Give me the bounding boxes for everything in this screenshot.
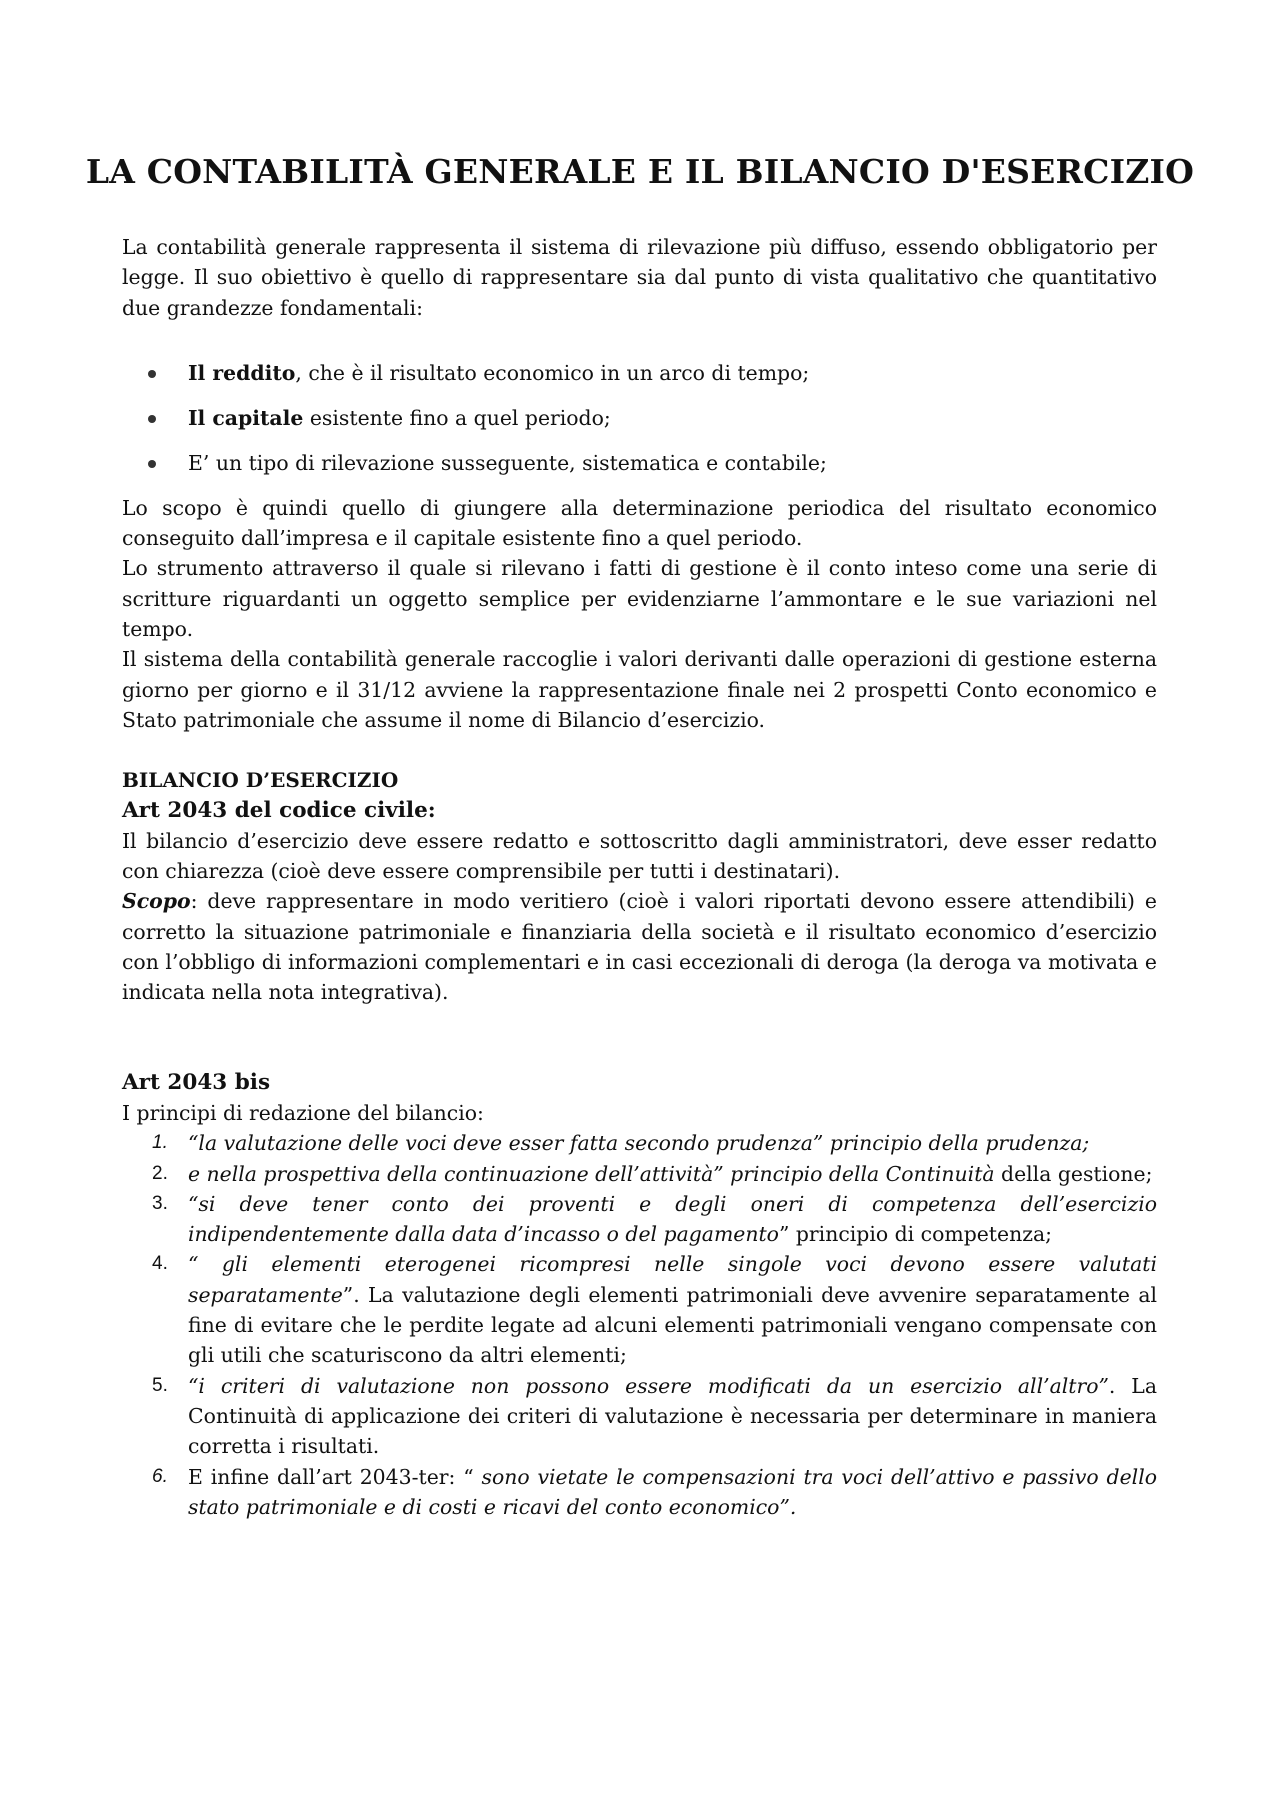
list-item [122,1128,1157,1158]
page-title: LA CONTABILITÀ GENERALE E IL BILANCIO D'ESERCIZIO [85,152,1195,191]
bullet-text: , che è il risultato economico in un arco di tempo; [295,360,810,385]
scopo-paragraph: Lo scopo è quindi quello di giungere alla determinazione periodica del risultato economico conseguito dall’impresa e il capitale esistente fino a quel periodo. [122,495,1157,551]
principi-list [122,1128,1157,1522]
list-item [122,448,1157,478]
list-number: 3. [152,1192,168,1214]
item-quote: e nella prospettiva della continuazione dell’attività” principio della Continuità [188,1161,995,1186]
scopo-definition [122,886,1157,1007]
item-text: ”. La valutazione degli elementi patrimoniali deve avvenire separatamente al fine di evitare che le perdite legate ad alcuni elementi patrimoniali vengano compensate con gli utili che scaturiscono da altri elementi; [188,1282,1157,1368]
item-quote: “la valutazione delle voci deve esser fatta secondo prudenza” principio della prudenza; [188,1131,1090,1156]
list-item [122,358,1157,388]
list-item [122,1159,1157,1189]
item-quote: “i criteri di valutazione non possono essere modificati da un esercizio all’altro” [188,1373,1109,1398]
intro-paragraph: La contabilità generale rappresenta il sistema di rilevazione più diffuso, essendo obbligatorio per legge. Il suo obiettivo è quello di rappresentare sia dal punto di vista qualitativo che quantitativo due grandezze fondamentali: [122,235,1157,320]
list-item [122,403,1157,433]
item-text: della gestione; [994,1161,1153,1186]
bullet-icon [148,415,156,423]
bullet-bold: Il capitale [188,405,304,430]
item-quote: “ gli elementi eterogenei ricompresi nelle singole voci devono essere valutati separatamente [188,1252,1157,1307]
bullet-list [122,358,1157,478]
list-number: 4. [152,1253,168,1275]
bullet-icon [148,460,156,468]
list-number: 2. [152,1162,168,1184]
bullet-bold: Il reddito [188,360,296,385]
item-text: E infine dall’art 2043-ter: “ [188,1464,482,1489]
item-text: . La Continuità di applicazione dei criteri di valutazione è necessaria per determinare in maniera corretta i risultati. [188,1373,1157,1459]
bilancio-paragraph: Il bilancio d’esercizio deve essere redatto e sottoscritto dagli amministratori, deve esser redatto con chiarezza (cioè deve essere comprensibile per tutti i destinatari). [122,828,1157,884]
item-text: ” principio di competenza; [778,1222,1052,1247]
list-number: 1. [152,1132,168,1154]
art-2043-bis-heading: Art 2043 bis [122,1069,271,1095]
bullet-icon [148,370,156,378]
art-2043-heading: Art 2043 del codice civile: [122,797,436,823]
list-number: 6. [152,1465,168,1487]
list-item [122,1249,1157,1370]
list-item [122,1462,1157,1523]
principi-intro: I principi di redazione del bilancio: [122,1100,484,1125]
sistema-paragraph: Il sistema della contabilità generale raccoglie i valori derivanti dalle operazioni di gestione esterna giorno per giorno e il 31/12 avviene la rappresentazione finale nei 2 prospetti Conto economico e Stato patrimoniale che assume il nome di Bilancio d’esercizio. [122,647,1157,732]
strumento-paragraph: Lo strumento attraverso il quale si rilevano i fatti di gestione è il conto inteso come una serie di scritture riguardanti un oggetto semplice per evidenziarne l’ammontare e le sue variazioni nel tempo. [122,556,1157,642]
scopo-label: Scopo [122,889,191,914]
list-item [122,1371,1157,1462]
list-number: 5. [152,1374,168,1396]
item-quote: “si deve tener conto dei proventi e degli oneri di competenza dell’esercizio indipendentemente dalla data d’incasso o del pagamento [188,1191,1157,1247]
bilancio-heading: BILANCIO D’ESERCIZIO [122,768,399,793]
item-quote: sono vietate le compensazioni tra voci dell’attivo e passivo dello stato patrimoniale e di costi e ricavi del conto economico”. [188,1464,1157,1519]
scopo-text: : deve rappresentare in modo veritiero (cioè i valori riportati devono essere attendibili) e corretto la situazione patrimoniale e finanziaria della società e il risultato economico d’esercizio con l’obbligo di informazioni complementari e in casi eccezionali di deroga (la deroga va motivata e indicata nella nota integrativa). [122,889,1157,1005]
list-item [122,1189,1157,1250]
bullet-text: E’ un tipo di rilevazione susseguente, sistematica e contabile; [188,450,827,475]
document-body [122,232,1157,1522]
bullet-text: esistente fino a quel periodo; [303,405,611,430]
